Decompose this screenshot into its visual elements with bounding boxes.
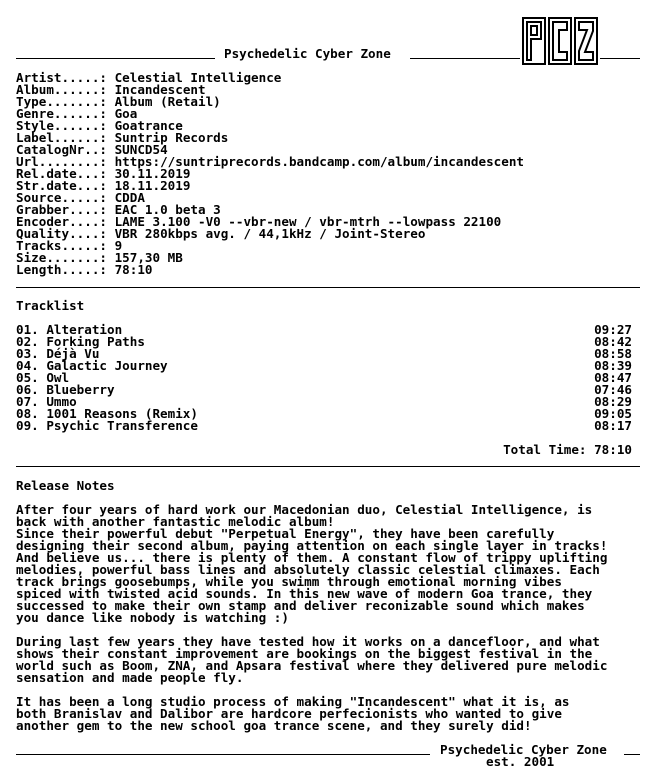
notes-paragraph-2: During last few years they have tested how it works on a dancefloor, and what shows their constant improvement are bookings on the biggest festival in the world such as Boom, ZNA, and Apsara festival where they delivered pure melodic sensation and made people fly. bbox=[16, 634, 608, 685]
info-key: Url........: bbox=[16, 154, 115, 169]
header-rule-middle bbox=[410, 58, 520, 59]
track-time: 08:17 bbox=[594, 418, 632, 433]
info-value: https://suntriprecords.bandcamp.com/album/incandescent bbox=[114, 154, 525, 169]
info-value: 9 bbox=[114, 238, 123, 253]
info-value: Celestial Intelligence bbox=[114, 70, 282, 85]
info-value: Suntrip Records bbox=[114, 130, 229, 145]
track-name: 03. Déjà Vu bbox=[16, 346, 100, 361]
info-key: Type.......: bbox=[16, 94, 115, 109]
info-key: Tracks.....: bbox=[16, 238, 115, 253]
info-value: Goatrance bbox=[114, 118, 183, 133]
pcz-logo bbox=[522, 17, 598, 65]
total-time: Total Time: 78:10 bbox=[503, 442, 632, 457]
info-key: Length.....: bbox=[16, 262, 115, 277]
track-row bbox=[16, 384, 632, 396]
footer-rule-left bbox=[16, 754, 430, 755]
info-value: 30.11.2019 bbox=[114, 166, 191, 181]
tracklist-heading: Tracklist bbox=[16, 298, 85, 313]
track-name: 08. 1001 Reasons (Remix) bbox=[16, 406, 198, 421]
info-key: Quality....: bbox=[16, 226, 115, 241]
header-rule-right bbox=[600, 58, 640, 59]
track-time: 08:58 bbox=[594, 346, 632, 361]
header-rule-left bbox=[16, 58, 215, 59]
info-key: Str.date...: bbox=[16, 178, 115, 193]
info-key: Genre......: bbox=[16, 106, 115, 121]
info-key: Artist.....: bbox=[16, 70, 115, 85]
release-info bbox=[16, 72, 524, 276]
info-key: Style......: bbox=[16, 118, 115, 133]
notes-paragraph-3: It has been a long studio process of making "Incandescent" what it is, as both Branislav and Dalibor are hardcore perfecionists who wanted to give another gem to the new school goa trance scene, and they surely did! bbox=[16, 694, 570, 733]
info-key: Grabber....: bbox=[16, 202, 115, 217]
info-value: 18.11.2019 bbox=[114, 178, 191, 193]
info-value: LAME 3.100 -V0 --vbr-new / vbr-mtrh --lowpass 22100 bbox=[114, 214, 502, 229]
info-key: Size.......: bbox=[16, 250, 115, 265]
divider-1 bbox=[16, 287, 640, 288]
header-title: Psychedelic Cyber Zone bbox=[224, 46, 391, 61]
track-time: 08:47 bbox=[594, 370, 632, 385]
footer-title: Psychedelic Cyber Zone bbox=[440, 742, 607, 757]
track-time: 08:42 bbox=[594, 334, 632, 349]
info-key: CatalogNr..: bbox=[16, 142, 115, 157]
track-row bbox=[16, 420, 632, 432]
info-value: CDDA bbox=[114, 190, 145, 205]
info-value: 78:10 bbox=[114, 262, 153, 277]
info-key: Encoder....: bbox=[16, 214, 115, 229]
track-name: 02. Forking Paths bbox=[16, 334, 145, 349]
track-row bbox=[16, 360, 632, 372]
info-value: SUNCD54 bbox=[114, 142, 168, 157]
track-name: 05. Owl bbox=[16, 370, 70, 385]
track-row bbox=[16, 336, 632, 348]
footer-established: est. 2001 bbox=[486, 754, 555, 769]
info-value: EAC 1.0 beta 3 bbox=[114, 202, 221, 217]
info-value: Incandescent bbox=[114, 82, 206, 97]
info-key: Source.....: bbox=[16, 190, 115, 205]
track-name: 09. Psychic Transference bbox=[16, 418, 198, 433]
info-value: VBR 280kbps avg. / 44,1kHz / Joint-Stereo bbox=[114, 226, 426, 241]
info-key: Label......: bbox=[16, 130, 115, 145]
info-row bbox=[16, 264, 524, 276]
track-name: 04. Galactic Journey bbox=[16, 358, 168, 373]
track-time: 08:39 bbox=[594, 358, 632, 373]
track-time: 07:46 bbox=[594, 382, 632, 397]
info-value: Album (Retail) bbox=[114, 94, 221, 109]
track-time: 09:27 bbox=[594, 322, 632, 337]
track-time: 09:05 bbox=[594, 406, 632, 421]
footer-rule-right bbox=[624, 754, 640, 755]
notes-paragraph-1: After four years of hard work our Macedonian duo, Celestial Intelligence, is back with another fantastic melodic album! Since their powerful debut "Perpetual Energy", they have been carefully designing their second album, paying attention on each single layer in tracks! And believe us... there is plenty of them. A constant flow of trippy uplifting melodies, powerful bass lines and absolutely classic celestial climaxes. Each track brings goosebumps, while you swimm through emotional morning vibes spiced with twisted acid sounds. In this new wave of modern Goa trance, they successed to make their own stamp and deliver reconizable sound which makes you dance like nobody is watching :) bbox=[16, 502, 608, 625]
track-name: 06. Blueberry bbox=[16, 382, 115, 397]
track-name: 01. Alteration bbox=[16, 322, 123, 337]
info-value: Goa bbox=[114, 106, 138, 121]
info-value: 157,30 MB bbox=[114, 250, 183, 265]
divider-2 bbox=[16, 466, 640, 467]
track-time: 08:29 bbox=[594, 394, 632, 409]
info-key: Album......: bbox=[16, 82, 115, 97]
info-key: Rel.date...: bbox=[16, 166, 115, 181]
release-notes-heading: Release Notes bbox=[16, 478, 115, 493]
track-name: 07. Ummo bbox=[16, 394, 77, 409]
